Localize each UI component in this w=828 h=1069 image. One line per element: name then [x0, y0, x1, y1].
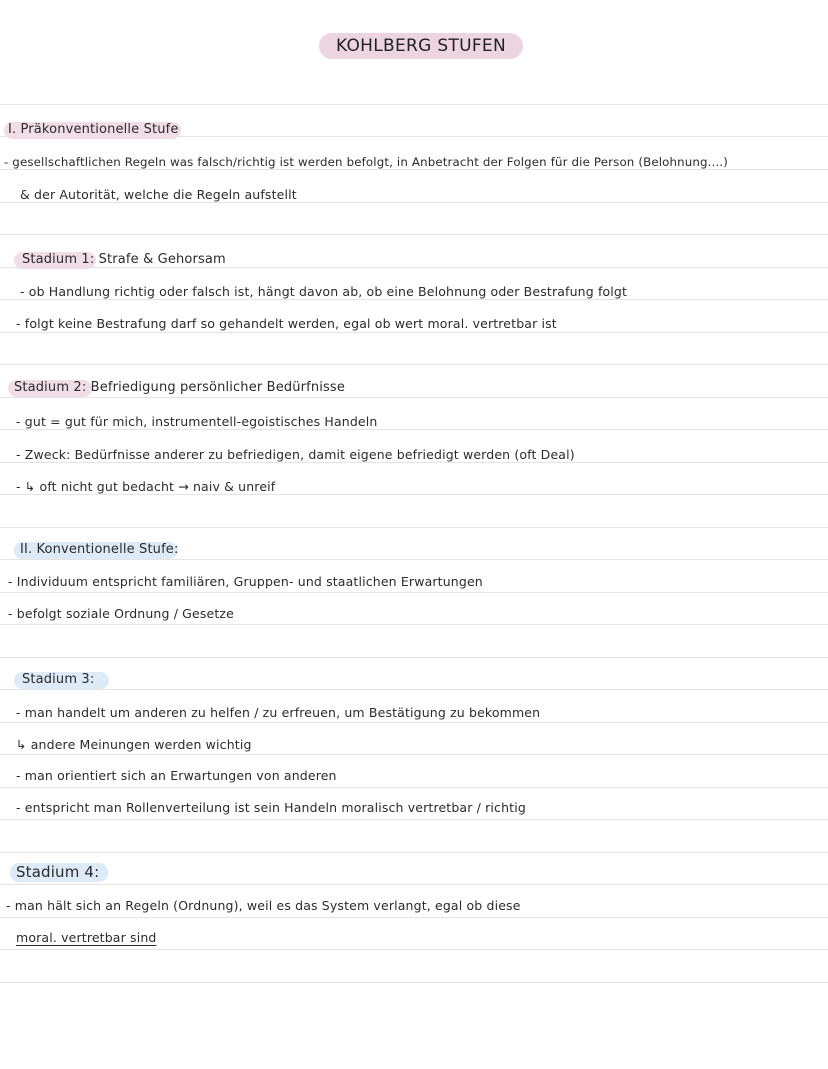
ruled-line [0, 819, 828, 820]
note-line: & der Autorität, welche die Regeln aufstellt [20, 187, 297, 202]
ruled-line [0, 787, 828, 788]
ruled-line [0, 364, 828, 365]
ruled-line [0, 754, 828, 755]
ruled-line [0, 234, 828, 235]
ruled-line [0, 917, 828, 918]
section-heading: II. Konventionelle Stufe: [20, 542, 179, 557]
ruled-line [0, 559, 828, 560]
ruled-line [0, 624, 828, 625]
note-line: - man orientiert sich an Erwartungen von anderen [16, 768, 337, 783]
page-title: KOHLBERG STUFEN [319, 33, 523, 59]
note-line: moral. vertretbar sind [16, 930, 157, 945]
ruled-line [0, 527, 828, 528]
ruled-line [0, 592, 828, 593]
ruled-line [0, 202, 828, 203]
stage-heading: Stadium 3: [22, 672, 95, 687]
ruled-line [0, 267, 828, 268]
note-line: - Individuum entspricht familiären, Gruppen- und staatlichen Erwartungen [8, 574, 483, 589]
ruled-line [0, 429, 828, 430]
section-heading: I. Präkonventionelle Stufe [8, 122, 179, 137]
note-line: - gesellschaftlichen Regeln was falsch/richtig ist werden befolgt, in Anbetracht der Folgen für die Person (Belohnung....) [4, 155, 729, 169]
ruled-line [0, 949, 828, 950]
stage-heading: Stadium 4: [16, 863, 100, 881]
note-line: - folgt keine Bestrafung darf so gehandelt werden, egal ob wert moral. vertretbar ist [16, 316, 557, 331]
ruled-line [0, 982, 828, 983]
note-line: - man hält sich an Regeln (Ordnung), weil es das System verlangt, egal ob diese [6, 898, 521, 913]
ruled-line [0, 722, 828, 723]
ruled-line [0, 462, 828, 463]
note-line: - ↳ oft nicht gut bedacht → naiv & unreif [16, 479, 276, 494]
note-line: - befolgt soziale Ordnung / Gesetze [8, 606, 234, 621]
note-line: - Zweck: Bedürfnisse anderer zu befriedigen, damit eigene befriedigt werden (oft Deal) [16, 447, 575, 462]
ruled-line [0, 884, 828, 885]
ruled-line [0, 299, 828, 300]
note-line: - man handelt um anderen zu helfen / zu erfreuen, um Bestätigung zu bekommen [16, 705, 541, 720]
ruled-line [0, 657, 828, 658]
stage-heading: Stadium 1: Strafe & Gehorsam [22, 252, 226, 267]
ruled-line [0, 169, 828, 170]
note-line: ↳ andere Meinungen werden wichtig [16, 737, 252, 752]
ruled-line [0, 852, 828, 853]
note-line: - gut = gut für mich, instrumentell-egoistisches Handeln [16, 414, 378, 429]
ruled-line [0, 494, 828, 495]
ruled-line [0, 689, 828, 690]
note-line: - entspricht man Rollenverteilung ist sein Handeln moralisch vertretbar / richtig [16, 800, 526, 815]
stage-heading: Stadium 2: Befriedigung persönlicher Bedürfnisse [14, 380, 345, 395]
ruled-line [0, 397, 828, 398]
note-line: - ob Handlung richtig oder falsch ist, hängt davon ab, ob eine Belohnung oder Bestrafung folgt [20, 284, 628, 299]
ruled-line [0, 104, 828, 105]
ruled-line [0, 332, 828, 333]
